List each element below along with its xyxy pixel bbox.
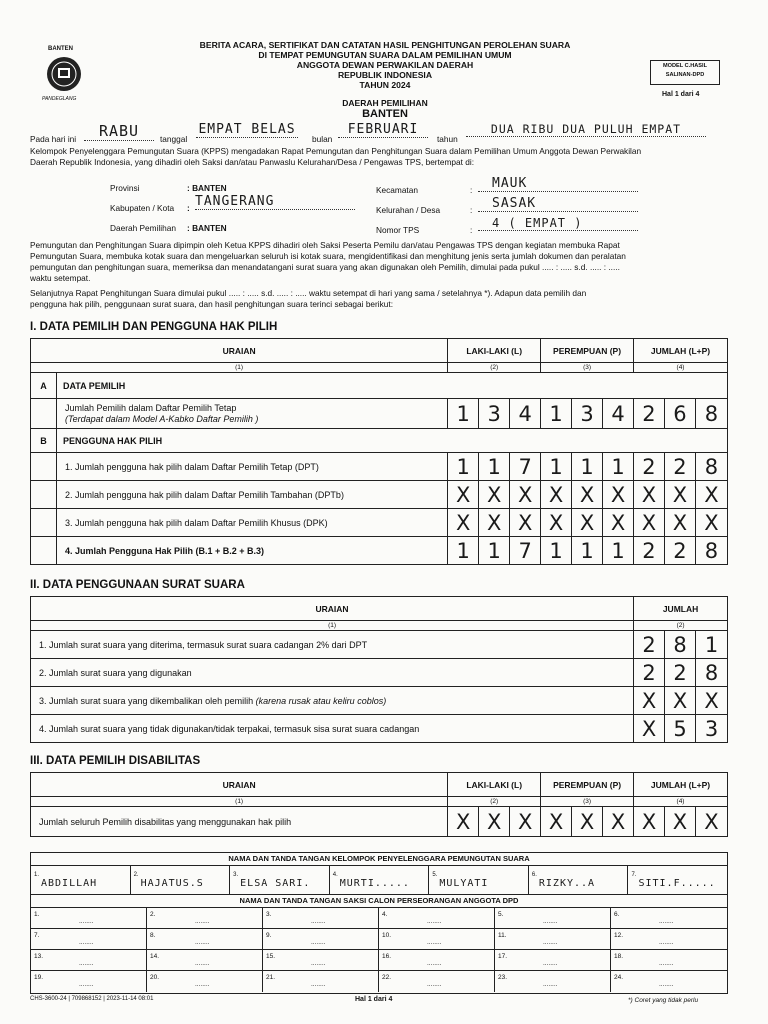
s2-r2-digit[interactable]: 2 [665,659,696,687]
s1-b4-digit[interactable]: 1 [572,537,603,565]
saksi-cell[interactable] [31,929,147,950]
saksi-dots: ........ [311,960,326,967]
kpps-signer-number: 7. [631,872,637,878]
title-line-2: DI TEMPAT PEMUNGUTAN SUARA DALAM PEMILIHAN UMUM [258,50,512,60]
s1-a-row-note: (Terdapat dalam Model A-Kabko Daftar Pemilih ) [64,413,259,424]
s1-b4-digit[interactable]: 2 [664,537,695,565]
s2-r3-digit[interactable]: X [634,687,665,715]
s1-num-2: (2) [448,363,541,373]
body-text [30,240,730,310]
logo-text-bottom: PANDEGLANG [42,96,77,102]
s1-a-row-label: Jumlah Pemilih dalam Daftar Pemilih Tetap [64,402,237,413]
kpps-signer-name: RIZKY..A [538,878,596,889]
s1-b2-digit[interactable]: X [510,481,541,509]
s3-digit[interactable]: X [510,807,541,837]
s2-r2-digit[interactable]: 8 [696,659,728,687]
body-p1: Pemungutan dan Penghitungan Suara dipimpin oleh Ketua KPPS dihadiri oleh Saksi Peserta Pemilu dan/atau Pengawas TPS dengan kegiatan membuka Rapat [30,240,620,250]
kpps-signer-number: 5. [432,872,438,878]
kecamatan-colon: : [470,185,473,195]
saksi-cell[interactable] [495,971,611,992]
saksi-cell[interactable] [379,929,495,950]
s1-a-digit[interactable]: 1 [541,399,572,429]
saksi-number: 1. [34,911,40,918]
tahun-label: tahun [437,134,458,144]
kelurahan-label: Kelurahan / Desa [376,205,441,215]
s2-num-2: (2) [634,621,728,631]
saksi-number: 24. [614,974,624,981]
kpps-signer[interactable] [230,866,330,894]
s2-r1-digit[interactable]: 8 [665,631,696,659]
s2-r1-digit[interactable]: 1 [696,631,728,659]
pada-hari-ini: Pada hari ini [30,134,77,144]
s1-a-digit[interactable]: 6 [664,399,695,429]
saksi-cell[interactable] [147,908,263,929]
s1-b1-digit[interactable]: 2 [634,453,665,481]
s1-b1-digit[interactable]: 1 [603,453,634,481]
s1-b3-digit[interactable]: X [695,509,727,537]
kpps-row [31,866,727,895]
s1-a-digit[interactable]: 4 [603,399,634,429]
saksi-number: 2. [150,911,156,918]
s1-b3-digit[interactable]: X [634,509,665,537]
saksi-dots: ........ [427,939,442,946]
s1-b-empty [31,509,57,537]
saksi-number: 16. [382,953,392,960]
s1-b2-digit[interactable]: X [664,481,695,509]
kpps-signer-name: ABDILLAH [41,878,98,889]
saksi-cell[interactable] [611,971,727,992]
saksi-dots: ........ [659,939,674,946]
s3-digit[interactable]: X [603,807,634,837]
tps-colon: : [470,225,473,235]
saksi-number: 17. [498,953,508,960]
s1-b4-digit[interactable]: 1 [541,537,572,565]
saksi-dots: ........ [79,918,94,925]
s1-b4-digit[interactable]: 2 [634,537,665,565]
tahun-field[interactable]: DUA RIBU DUA PULUH EMPAT [466,122,706,137]
saksi-dots: ........ [311,918,326,925]
saksi-dots: ........ [311,981,326,988]
saksi-number: 3. [266,911,272,918]
saksi-number: 7. [34,932,40,939]
document-title [150,40,620,90]
signature-block [30,852,728,994]
saksi-dots: ........ [543,981,558,988]
body-p5: Selanjutnya Rapat Penghitungan Suara dimulai pukul ..... : ..... s.d. ..... : ..... waktu setempat di hari yang sama / setelahnya *). Adapun data pemilih dan [30,288,587,298]
saksi-number: 20. [150,974,160,981]
saksi-dots: ........ [659,981,674,988]
s1-b3-digit[interactable]: X [603,509,634,537]
s1-num-3: (3) [541,363,634,373]
dapil-label-loc: Daerah Pemilihan [110,223,176,233]
saksi-number: 12. [614,932,624,939]
s2-row-3 [31,687,634,715]
tanggal-label: tanggal [160,134,188,144]
opening-para-1: Kelompok Penyelenggara Pemungutan Suara (KPPS) mengadakan Rapat Pemungutan dan Penghitungan Suara dalam Pemilihan Umum Anggota Dewan Perwakilan [30,146,642,156]
s2-r4-digit[interactable]: 3 [696,715,728,743]
s3-col-p: PEREMPUAN (P) [541,773,634,797]
s1-b-letter: B [31,429,57,453]
s1-b4-digit[interactable]: 1 [603,537,634,565]
dapil-value-loc: : BANTEN [187,223,227,233]
s3-col-l: LAKI-LAKI (L) [448,773,541,797]
s1-b2-digit[interactable]: X [479,481,510,509]
kecamatan-label: Kecamatan [376,185,418,195]
s1-b-row-4-label: 4. Jumlah Pengguna Hak Pilih (B.1 + B.2 + B.3) [56,537,447,565]
title-line-1: BERITA ACARA, SERTIFIKAT DAN CATATAN HASIL PENGHITUNGAN PEROLEHAN SUARA [199,40,571,50]
kpps-signer-name: HAJATUS.S [140,878,204,889]
s2-r2-digit[interactable]: 2 [634,659,665,687]
provinsi-label: Provinsi [110,183,140,193]
saksi-cell[interactable] [263,929,379,950]
kpps-signer[interactable] [131,866,231,894]
kpps-signer-name: SITI.F..... [638,878,716,889]
saksi-cell[interactable] [495,950,611,971]
kpps-signer[interactable] [31,866,131,894]
saksi-number: 21. [266,974,276,981]
saksi-number: 18. [614,953,624,960]
s1-b1-digit[interactable]: 8 [695,453,727,481]
saksi-dots: ........ [427,981,442,988]
s2-r4-digit[interactable]: 5 [665,715,696,743]
bulan-label: bulan [312,134,333,144]
s1-num-4: (4) [634,363,728,373]
saksi-cell[interactable] [147,971,263,992]
section2-title: II. DATA PENGGUNAAN SURAT SUARA [30,579,245,591]
logo-text-top: BANTEN [48,46,73,52]
s1-b2-digit[interactable]: X [695,481,727,509]
s3-digit[interactable]: X [695,807,727,837]
saksi-cell[interactable] [147,929,263,950]
saksi-cell[interactable] [495,929,611,950]
kabupaten-field[interactable]: TANGERANG [195,194,355,210]
saksi-grid [31,908,727,992]
kpps-signer[interactable] [429,866,529,894]
s1-a-empty [31,399,57,429]
saksi-number: 6. [614,911,620,918]
saksi-number: 10. [382,932,392,939]
saksi-dots: ........ [195,981,210,988]
kpps-signer-number: 2. [133,872,139,878]
s1-b1-digit[interactable]: 1 [541,453,572,481]
s1-b3-digit[interactable]: X [448,509,479,537]
saksi-cell[interactable] [263,908,379,929]
s1-b-empty [31,481,57,509]
model-line-2: SALINAN-DPD [665,72,705,78]
kecamatan-field[interactable]: MAUK [478,176,638,192]
kpps-signer-name: MURTI..... [339,878,410,889]
s3-col-jml: JUMLAH (L+P) [634,773,728,797]
saksi-number: 23. [498,974,508,981]
s2-r3-digit[interactable]: X [696,687,728,715]
s3-digit[interactable]: X [634,807,665,837]
kpps-signer[interactable] [330,866,430,894]
s3-num-4: (4) [634,797,728,807]
saksi-number: 5. [498,911,504,918]
section3-table [30,772,728,837]
saksi-title: NAMA DAN TANDA TANGAN SAKSI CALON PERSEORANGAN ANGGOTA DPD [31,895,727,908]
model-line-1: MODEL C.HASIL [662,63,708,69]
s1-b2-digit[interactable]: X [541,481,572,509]
footer-note: *) Coret yang tidak perlu [628,997,699,1004]
kelurahan-colon: : [470,205,473,215]
kpu-logo [36,46,92,104]
dapil-heading [250,98,520,120]
saksi-cell[interactable] [31,908,147,929]
saksi-number: 13. [34,953,44,960]
s1-b-row-1-label: 1. Jumlah pengguna hak pilih dalam Daftar Pemilih Tetap (DPT) [56,453,447,481]
s1-a-digit[interactable]: 1 [448,399,479,429]
kpps-signer-number: 3. [233,872,239,878]
saksi-dots: ........ [79,960,94,967]
s1-b4-digit[interactable]: 1 [448,537,479,565]
s2-col-jml: JUMLAH [634,597,728,621]
saksi-cell[interactable] [263,971,379,992]
saksi-dots: ........ [659,960,674,967]
provinsi-value: : BANTEN [187,183,227,193]
s2-col-uraian: URAIAN [31,597,634,621]
s3-digit[interactable]: X [572,807,603,837]
kpu-emblem-icon [44,54,84,94]
s1-num-1: (1) [31,363,448,373]
saksi-dots: ........ [543,960,558,967]
kabupaten-label: Kabupaten / Kota [110,203,175,213]
saksi-dots: ........ [311,939,326,946]
saksi-number: 11. [498,932,507,939]
saksi-dots: ........ [427,960,442,967]
title-line-4: REPUBLIK INDONESIA [337,70,433,80]
dapil-value: BANTEN [362,108,408,120]
s2-r4-digit[interactable]: X [634,715,665,743]
s1-b3-digit[interactable]: X [572,509,603,537]
s1-b3-digit[interactable]: X [510,509,541,537]
s1-b3-digit[interactable]: X [664,509,695,537]
saksi-dots: ........ [659,918,674,925]
saksi-cell[interactable] [31,950,147,971]
section1-table [30,338,728,565]
s1-a-row [56,399,447,429]
s1-a-letter: A [31,373,57,399]
s3-col-uraian: URAIAN [31,773,448,797]
kpps-signer-number: 6. [531,872,537,878]
s2-row-1-label: 1. Jumlah surat suara yang diterima, termasuk surat suara cadangan 2% dari DPT [31,631,634,659]
s1-b-empty [31,537,57,565]
title-line-3: ANGGOTA DEWAN PERWAKILAN DAERAH [296,60,474,70]
s3-num-3: (3) [541,797,634,807]
tps-field[interactable]: 4 ( EMPAT ) [478,216,638,231]
hari-field[interactable]: RABU [84,122,154,141]
bulan-field[interactable]: FEBRUARI [338,122,428,138]
s1-b1-digit[interactable]: 1 [479,453,510,481]
kpps-signer[interactable] [628,866,727,894]
kpps-signer-number: 1. [34,872,40,878]
footer-code: CHS-3600-24 | 709868152 | 2023-11-14 08:01 [30,996,154,1002]
s1-b2-digit[interactable]: X [634,481,665,509]
saksi-number: 9. [266,932,272,939]
saksi-dots: ........ [79,939,94,946]
s1-col-l: LAKI-LAKI (L) [448,339,541,363]
title-line-5: TAHUN 2024 [359,80,411,90]
body-p2: Pemungutan Suara, membuka kotak suara dan mengeluarkan seluruh isi kotak suara, mengidentifikasi dan menghitung jenis serta jumlah dokumen dan peralatan [30,251,626,261]
body-p4: waktu setempat. [30,273,91,283]
body-p3: pemungutan dan penghitungan suara, memeriksa dan menandatangani surat suara yang akan digunakan oleh Pemilih, dimulai pada pukul ..... : ..... s.d. ..... : ..... [30,262,620,272]
kpps-title: NAMA DAN TANDA TANGAN KELOMPOK PENYELENGGARA PEMUNGUTAN SUARA [31,853,727,866]
section1-title: I. DATA PEMILIH DAN PENGGUNA HAK PILIH [30,321,278,333]
s1-b1-digit[interactable]: 1 [572,453,603,481]
kpps-signer-number: 4. [332,872,338,878]
s1-a-digit[interactable]: 2 [634,399,665,429]
kpps-signer[interactable] [529,866,629,894]
s1-b2-digit[interactable]: X [603,481,634,509]
opening-para-2: Daerah Republik Indonesia, yang dihadiri oleh Saksi dan/atau Panwaslu Kelurahan/Desa / Pengawas TPS, bertempat di: [30,157,475,167]
kpps-signer-name: ELSA SARI. [240,878,311,889]
s1-col-jml: JUMLAH (L+P) [634,339,728,363]
s1-b1-digit[interactable]: 1 [448,453,479,481]
s1-a-digit[interactable]: 3 [572,399,603,429]
saksi-cell[interactable] [31,971,147,992]
saksi-cell[interactable] [611,929,727,950]
s1-col-p: PEREMPUAN (P) [541,339,634,363]
s1-a-digit[interactable]: 8 [695,399,727,429]
tanggal-field[interactable]: EMPAT BELAS [196,122,298,138]
s2-row-4-label: 4. Jumlah surat suara yang tidak digunakan/tidak terpakai, termasuk sisa surat suara cadangan [31,715,634,743]
s3-digit[interactable]: X [541,807,572,837]
saksi-dots: ........ [427,918,442,925]
saksi-cell[interactable] [495,908,611,929]
section3-title: III. DATA PEMILIH DISABILITAS [30,755,201,767]
s1-b4-digit[interactable]: 1 [479,537,510,565]
s3-row-label: Jumlah seluruh Pemilih disabilitas yang menggunakan hak pilih [31,807,448,837]
s1-b-title: PENGGUNA HAK PILIH [56,429,727,453]
saksi-dots: ........ [79,981,94,988]
s1-col-uraian: URAIAN [31,339,448,363]
s3-digit[interactable]: X [479,807,510,837]
saksi-number: 22. [382,974,392,981]
kabupaten-colon: : [187,203,190,213]
s1-b4-digit[interactable]: 7 [510,537,541,565]
s2-num-1: (1) [31,621,634,631]
s1-b4-digit[interactable]: 8 [695,537,727,565]
s3-digit[interactable]: X [664,807,695,837]
s1-b3-digit[interactable]: X [541,509,572,537]
s1-a-digit[interactable]: 3 [479,399,510,429]
saksi-number: 19. [34,974,44,981]
s2-row-3-note: (karena rusak atau keliru coblos) [255,695,387,706]
saksi-dots: ........ [195,960,210,967]
saksi-cell[interactable] [611,950,727,971]
saksi-dots: ........ [195,918,210,925]
saksi-dots: ........ [543,918,558,925]
s2-row-2-label: 2. Jumlah surat suara yang digunakan [31,659,634,687]
model-box [650,60,720,85]
saksi-dots: ........ [543,939,558,946]
tps-label: Nomor TPS [376,225,420,235]
s1-b2-digit[interactable]: X [448,481,479,509]
saksi-cell[interactable] [263,950,379,971]
body-p6: pengguna hak pilih, penggunaan surat suara, dan hasil penghitungan suara terinci sebagai berikut: [30,299,394,309]
s1-b-row-3-label: 3. Jumlah pengguna hak pilih dalam Daftar Pemilih Khusus (DPK) [56,509,447,537]
s1-b1-digit[interactable]: 2 [664,453,695,481]
s2-r1-digit[interactable]: 2 [634,631,665,659]
saksi-number: 4. [382,911,388,918]
s1-b-empty [31,453,57,481]
saksi-cell[interactable] [379,971,495,992]
saksi-cell[interactable] [379,908,495,929]
s1-a-digit[interactable]: 4 [510,399,541,429]
saksi-number: 15. [266,953,276,960]
footer-page: Hal 1 dari 4 [355,996,393,1003]
s3-num-1: (1) [31,797,448,807]
s2-row-3-label: 3. Jumlah surat suara yang dikembalikan oleh pemilih [39,695,254,706]
kelurahan-field[interactable]: SASAK [478,196,638,212]
s1-b-row-2-label: 2. Jumlah pengguna hak pilih dalam Daftar Pemilih Tambahan (DPTb) [56,481,447,509]
s1-a-title: DATA PEMILIH [56,373,727,399]
saksi-number: 8. [150,932,156,939]
section2-table [30,596,728,743]
s1-b1-digit[interactable]: 7 [510,453,541,481]
saksi-number: 14. [150,953,160,960]
saksi-cell[interactable] [611,908,727,929]
s1-b2-digit[interactable]: X [572,481,603,509]
s2-r3-digit[interactable]: X [665,687,696,715]
saksi-cell[interactable] [379,950,495,971]
dapil-label: DAERAH PEMILIHAN [342,98,428,108]
s3-num-2: (2) [448,797,541,807]
saksi-dots: ........ [195,939,210,946]
kpps-signer-name: MULYATI [439,878,489,889]
saksi-cell[interactable] [147,950,263,971]
s1-b3-digit[interactable]: X [479,509,510,537]
s3-digit[interactable]: X [448,807,479,837]
page-indicator-top: Hal 1 dari 4 [662,91,700,98]
